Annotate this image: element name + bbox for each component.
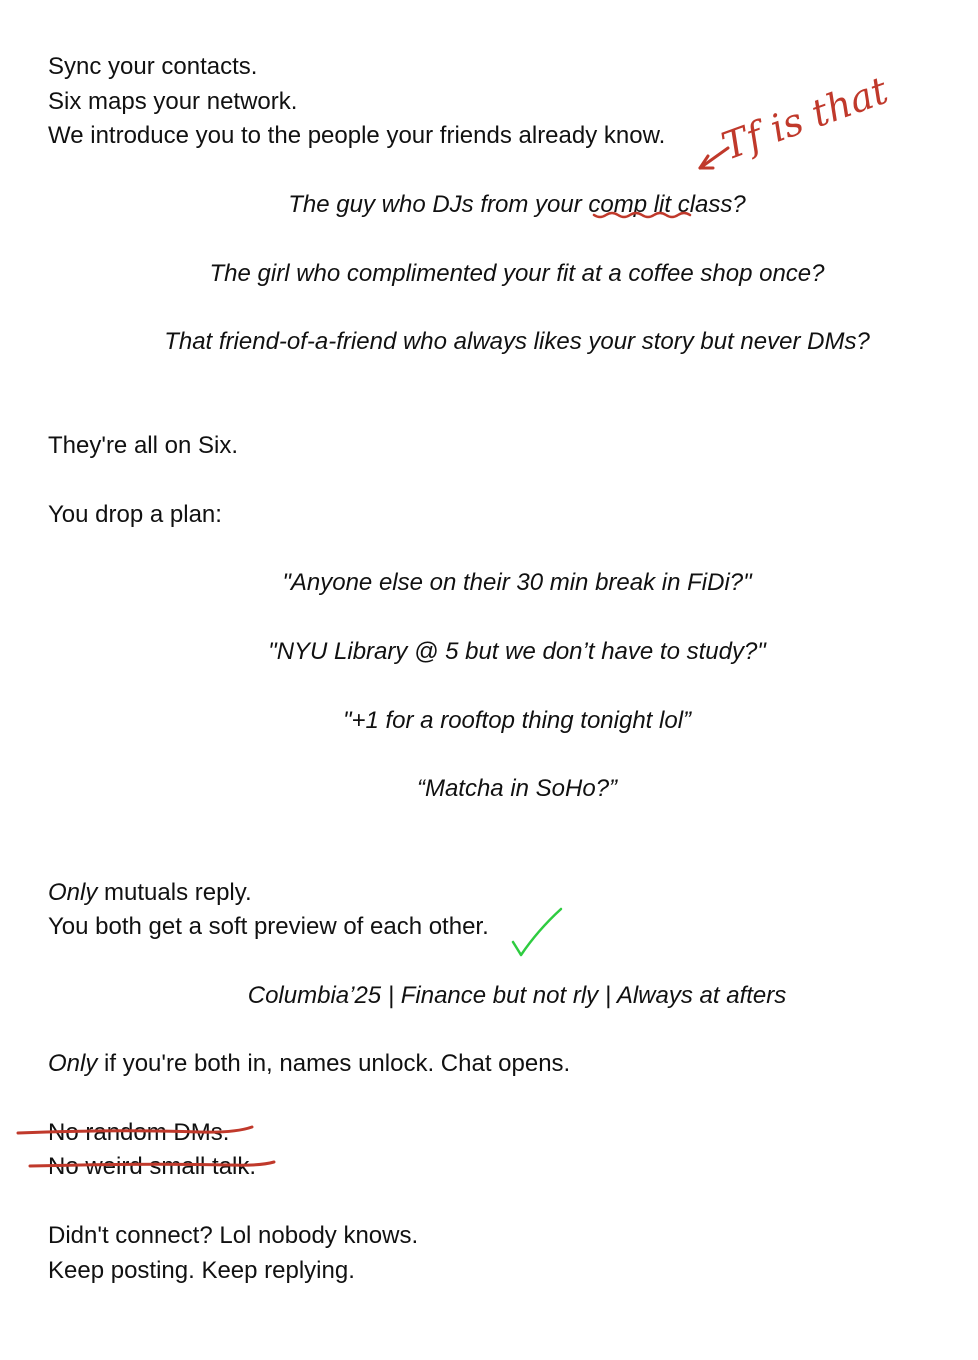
- intro-line-2: Six maps your network.: [48, 88, 298, 115]
- example-1-pre: The guy who DJs from your: [288, 191, 589, 218]
- handwritten-note: [716, 68, 894, 169]
- plan-2: "NYU Library @ 5 but we don’t have to study?": [268, 638, 766, 665]
- intro-line-1: Sync your contacts.: [48, 53, 258, 80]
- mutuals-only-word: Only: [48, 879, 98, 906]
- example-2: The girl who complimented your fit at a coffee shop once?: [209, 260, 825, 287]
- all-on-six-text: They're all on Six.: [48, 432, 238, 459]
- intro-line-3: We introduce you to the people your friends already know.: [48, 122, 666, 149]
- mutuals-line-2: You both get a soft preview of each other.: [48, 913, 489, 940]
- closing-line-1: Didn't connect? Lol nobody knows.: [48, 1222, 419, 1249]
- plan-1: "Anyone else on their 30 min break in FiDi?": [282, 569, 752, 596]
- soft-preview: Columbia’25 | Finance but not rly | Always at afters: [247, 982, 787, 1009]
- unlock-rest: if you're both in, names unlock. Chat opens.: [97, 1050, 571, 1077]
- example-1: [0, 190, 978, 220]
- checkmark-icon: [513, 909, 561, 955]
- struck-line-2: No weird small talk.: [48, 1153, 257, 1180]
- handwritten-note-text: Tf is that: [716, 67, 894, 169]
- closing-line-2: Keep posting. Keep replying.: [48, 1257, 355, 1284]
- example-1-post: class?: [671, 191, 746, 218]
- struck-line-1: No random DMs.: [48, 1119, 230, 1146]
- mutuals-line-1: [48, 878, 252, 908]
- plan-3: "+1 for a rooftop thing tonight lol”: [342, 707, 692, 734]
- note-arrow-icon: [700, 148, 728, 168]
- example-3: That friend-of-a-friend who always likes your story but never DMs?: [164, 328, 870, 355]
- plan-4: “Matcha in SoHo?”: [416, 775, 618, 802]
- drop-plan-text: You drop a plan:: [48, 501, 222, 528]
- unlock-only-word: Only: [48, 1050, 98, 1077]
- mutuals-line-1-rest: mutuals reply.: [97, 879, 252, 906]
- example-1-underlined: comp lit: [588, 191, 672, 218]
- unlock-line: [48, 1049, 570, 1079]
